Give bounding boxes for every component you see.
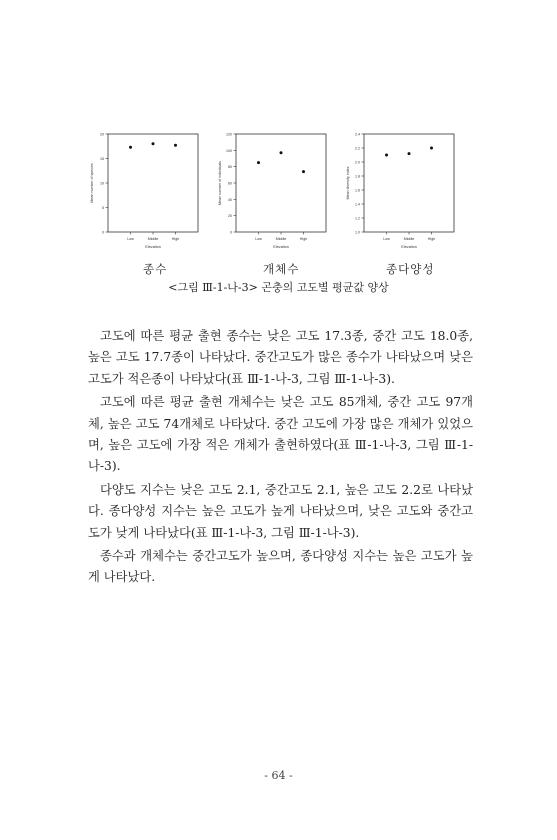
y-tick-label: 1.8 xyxy=(355,174,360,179)
data-point xyxy=(129,146,132,149)
x-axis-label: Elevation xyxy=(145,245,161,249)
chart-label-individuals: 개체수 xyxy=(263,262,300,276)
y-tick-label: 80 xyxy=(228,165,232,170)
y-tick-label: 5 xyxy=(102,206,104,210)
chart-svg-2 xyxy=(342,128,467,258)
y-tick-label: 0 xyxy=(102,230,104,235)
y-tick-label: 20 xyxy=(228,214,232,219)
chart-individuals xyxy=(214,128,339,258)
data-point xyxy=(408,152,411,155)
data-point xyxy=(302,170,305,173)
data-point xyxy=(257,161,260,164)
chart-species xyxy=(86,128,211,258)
chart-diversity xyxy=(342,128,467,258)
chart-label-diversity: 종다양성 xyxy=(386,262,435,276)
x-tick-label: Low xyxy=(255,237,262,241)
x-tick-label: Low xyxy=(383,237,390,241)
paragraph: 종수과 개체수는 중간고도가 높으며, 종다양성 지수는 높은 고도가 높게 나타났다. xyxy=(88,549,473,585)
y-tick-label: 10 xyxy=(100,181,104,186)
x-axis-label: Elevation xyxy=(401,245,417,249)
x-tick-label: Middle xyxy=(147,237,159,241)
y-tick-label: 0 xyxy=(230,230,232,235)
y-tick-label: 2.4 xyxy=(355,132,360,137)
y-tick-label: 120 xyxy=(226,132,232,137)
y-tick-label: 1.6 xyxy=(355,188,360,193)
y-tick-label: 1.0 xyxy=(355,230,360,235)
y-tick-label: 20 xyxy=(100,132,104,137)
data-point xyxy=(280,151,283,154)
x-tick-label: Middle xyxy=(275,237,287,241)
x-axis-label: Elevation xyxy=(273,245,289,249)
x-tick-label: Low xyxy=(127,237,134,241)
data-point xyxy=(152,142,155,145)
x-tick-label: Middle xyxy=(403,237,415,241)
figure-caption: <그림 Ⅲ-1-나-3> 곤충의 고도별 평균값 양상 xyxy=(168,281,389,294)
plot-frame xyxy=(236,134,326,232)
y-axis-label: Mean number of individuals xyxy=(218,161,222,205)
y-axis-label: Mean number of species xyxy=(90,163,94,203)
y-tick-label: 2.0 xyxy=(355,160,360,165)
data-point xyxy=(430,147,433,150)
paragraph: 다양도 지수는 낮은 고도 2.1, 중간고도 2.1, 높은 고도 2.2로 나타났다. 종다양성 지수는 높은 고도가 높게 나타났으며, 낮은 고도와 중간고도가 낮게 나타났다(표 Ⅲ-1-나-3, 그림 Ⅲ-1-나-3). xyxy=(88,482,473,540)
plot-frame xyxy=(108,134,198,232)
chart-svg-1 xyxy=(214,128,339,258)
y-tick-label: 2.2 xyxy=(355,146,360,151)
y-axis-label: Mean diversity index xyxy=(346,166,350,200)
chart-label-species: 종수 xyxy=(143,262,168,276)
x-tick-label: High xyxy=(171,237,180,241)
body-text xyxy=(88,326,473,591)
y-tick-label: 60 xyxy=(228,181,232,186)
y-tick-label: 40 xyxy=(228,197,232,202)
page-number: - 64 - xyxy=(264,769,293,782)
chart-svg-0 xyxy=(86,128,211,258)
y-tick-label: 1.4 xyxy=(355,202,360,207)
y-tick-label: 1.2 xyxy=(355,216,360,221)
data-point xyxy=(174,144,177,147)
data-point xyxy=(385,154,388,157)
y-tick-label: 15 xyxy=(100,157,104,161)
paragraph: 고도에 따른 평균 출현 개체수는 낮은 고도 85개체, 중간 고도 97개체, 높은 고도 74개체로 나타났다. 중간 고도에 가장 많은 개체가 있었으며, 높은 고도에 가장 적은 개체가 출현하였다(표 Ⅲ-1-나-3, 그림 Ⅲ-1-나-3). xyxy=(88,395,473,474)
x-tick-label: High xyxy=(427,237,436,241)
figure-charts xyxy=(86,128,476,268)
y-tick-label: 100 xyxy=(226,148,232,153)
paragraph: 고도에 따른 평균 출현 종수는 낮은 고도 17.3종, 중간 고도 18.0종, 높은 고도 17.7종이 나타났다. 중간고도가 많은 종수가 나타났으며 낮은고도가 적은종이 나타났다(표 Ⅲ-1-나-3, 그림 Ⅲ-1-나-3). xyxy=(88,329,473,386)
plot-frame xyxy=(364,134,454,232)
x-tick-label: High xyxy=(299,237,308,241)
